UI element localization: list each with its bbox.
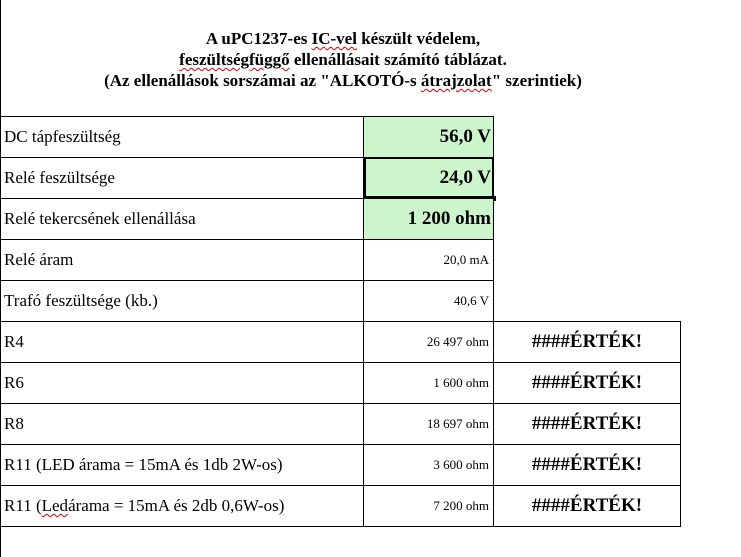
error-cell[interactable]: ####ÉRTÉK! (494, 362, 681, 403)
value-cell[interactable]: 1 600 ohm (364, 362, 494, 403)
error-cell[interactable]: ####ÉRTÉK! (494, 321, 681, 362)
input-cell-relay-voltage-selected[interactable]: 24,0 V (364, 157, 494, 198)
label-cell[interactable]: Relé áram (0, 239, 364, 280)
value-cell[interactable]: 3 600 ohm (364, 444, 494, 485)
value-cell[interactable]: 7 200 ohm (364, 485, 494, 526)
input-cell-supply-voltage[interactable]: 56,0 V (364, 116, 494, 157)
spellcheck-word: feszültségfüggő (179, 50, 290, 69)
label-cell[interactable]: R8 (0, 403, 364, 444)
label-cell[interactable]: R6 (0, 362, 364, 403)
label-cell[interactable]: R4 (0, 321, 364, 362)
label-cell[interactable]: Relé feszültsége (0, 157, 364, 198)
value-cell[interactable]: 26 497 ohm (364, 321, 494, 362)
value-cell[interactable]: 18 697 ohm (364, 403, 494, 444)
error-cell[interactable]: ####ÉRTÉK! (494, 403, 681, 444)
title-line-1: A uPC1237-es IC-vel készült védelem, (205, 29, 481, 48)
spellcheck-word: IC-vel (311, 29, 357, 48)
label-cell[interactable]: Relé tekercsének ellenállása (0, 198, 364, 239)
input-cell-relay-resistance[interactable]: 1 200 ohm (364, 198, 494, 239)
spellcheck-word: átrajzolat (420, 71, 492, 90)
label-cell[interactable]: Trafó feszültsége (kb.) (0, 280, 364, 321)
error-cell[interactable]: ####ÉRTÉK! (494, 485, 681, 526)
label-cell[interactable]: R11 (LED árama = 15mA és 1db 2W-os) (0, 444, 364, 485)
sheet-title (0, 28, 686, 91)
value-cell[interactable]: 40,6 V (364, 280, 494, 321)
title-line-3: (Az ellenállások sorszámai az "ALKOTÓ-s átrajzolat" szerintiek) (104, 71, 582, 90)
spellcheck-word: Led (41, 496, 69, 515)
label-cell[interactable]: R11 ( Led árama = 15mA és 2db 0,6W-os) (0, 485, 364, 526)
label-cell[interactable]: DC tápfeszültség (0, 116, 364, 157)
table-bottom-border (0, 526, 681, 527)
error-cell[interactable]: ####ÉRTÉK! (494, 444, 681, 485)
title-line-2: feszültségfüggő ellenállásait számító táblázat. (179, 50, 507, 69)
value-cell[interactable]: 20,0 mA (364, 239, 494, 280)
